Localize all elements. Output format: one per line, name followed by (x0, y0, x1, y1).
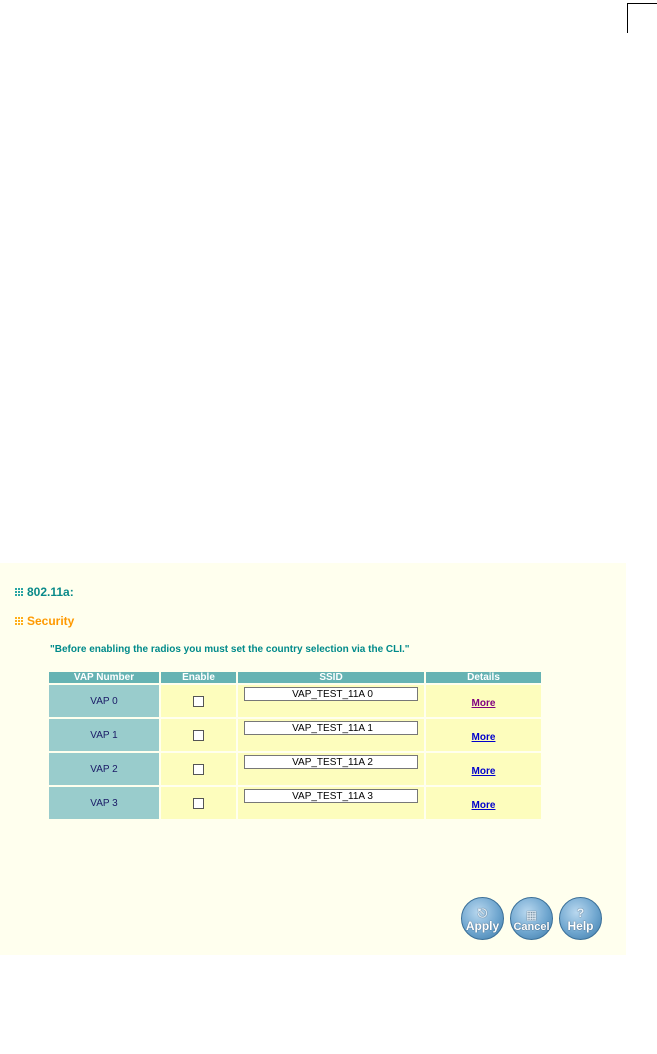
ssid-input[interactable]: VAP_TEST_11A 1 (244, 721, 418, 735)
ssid-input[interactable]: VAP_TEST_11A 0 (244, 687, 418, 701)
more-link[interactable]: More (471, 765, 496, 777)
help-button-label: Help (567, 919, 594, 933)
vap-number-cell: VAP 0 (49, 685, 159, 717)
plug-icon: ⎋ (477, 906, 488, 920)
cancel-button-label: Cancel (513, 921, 550, 933)
enable-checkbox[interactable] (193, 764, 204, 775)
column-header-vap-number: VAP Number (49, 672, 159, 683)
page-corner-mark (627, 3, 657, 33)
vap-number-cell: VAP 2 (49, 753, 159, 785)
security-heading-label[interactable]: Security (27, 614, 75, 628)
question-icon: ? (576, 906, 585, 920)
table-row (49, 719, 541, 751)
grid-bullet-icon (15, 617, 23, 625)
country-notice: "Before enabling the radios you must set the country selection via the CLI." (50, 644, 410, 655)
more-link[interactable]: More (471, 799, 496, 811)
trash-icon: ▦ (525, 908, 538, 922)
enable-checkbox[interactable] (193, 730, 204, 741)
ssid-input[interactable]: VAP_TEST_11A 3 (244, 789, 418, 803)
help-button[interactable] (559, 897, 602, 940)
config-panel (0, 563, 626, 955)
table-row (49, 753, 541, 785)
vap-number-cell: VAP 1 (49, 719, 159, 751)
radio-heading (15, 585, 74, 599)
enable-checkbox[interactable] (193, 798, 204, 809)
cancel-button[interactable] (510, 897, 553, 940)
vap-table (47, 670, 543, 821)
column-header-details: Details (426, 672, 541, 683)
column-header-ssid: SSID (238, 672, 424, 683)
table-row (49, 685, 541, 717)
vap-number-cell: VAP 3 (49, 787, 159, 819)
apply-button-label: Apply (465, 919, 500, 933)
enable-checkbox[interactable] (193, 696, 204, 707)
ssid-input[interactable]: VAP_TEST_11A 2 (244, 755, 418, 769)
grid-bullet-icon (15, 588, 23, 596)
table-header-row (49, 672, 541, 683)
more-link[interactable]: More (471, 697, 496, 709)
apply-button[interactable] (461, 897, 504, 940)
radio-heading-label: 802.11a: (27, 585, 74, 599)
column-header-enable: Enable (161, 672, 236, 683)
security-heading[interactable] (15, 614, 74, 628)
more-link[interactable]: More (471, 731, 496, 743)
table-row (49, 787, 541, 819)
